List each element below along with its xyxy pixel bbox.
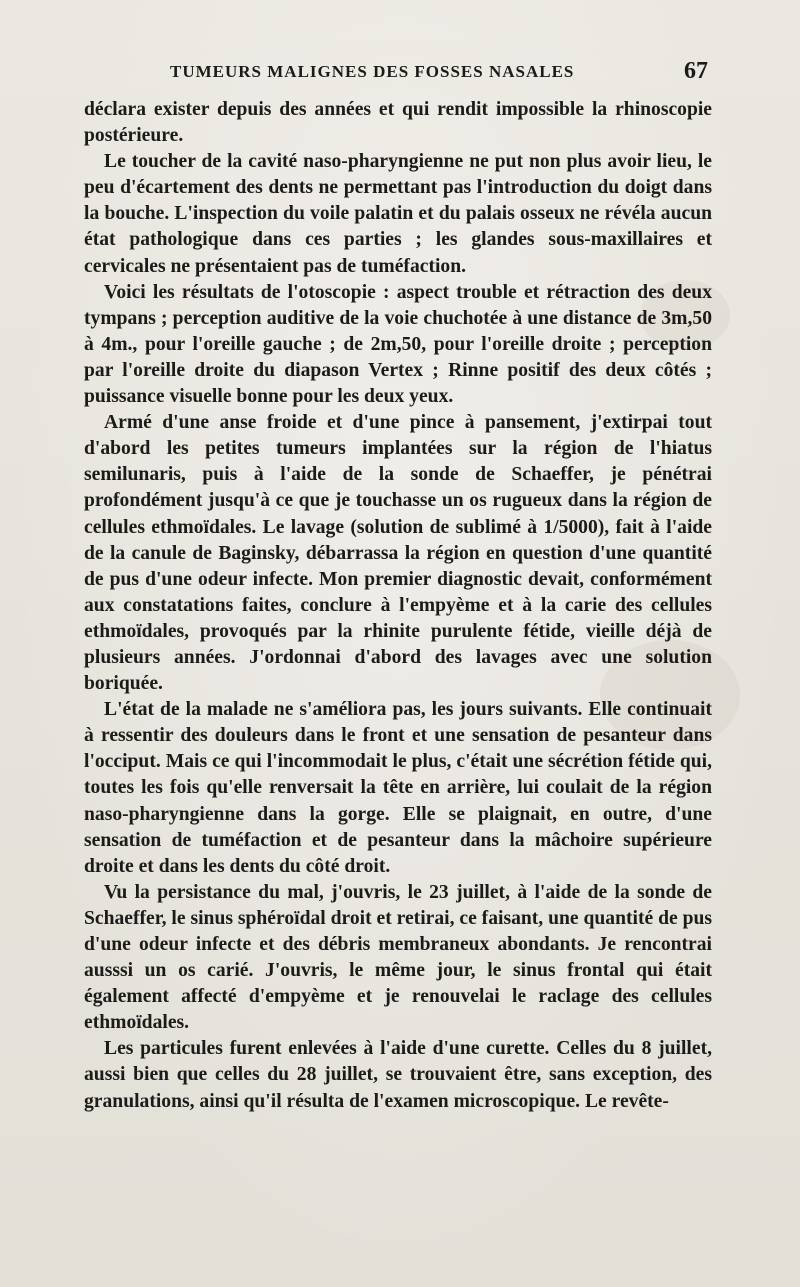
body-text bbox=[84, 97, 712, 1115]
paragraph: Armé d'une anse froide et d'une pince à pansement, j'extirpai tout d'abord les petites tumeurs implantées sur la région de l'hiatus semilunaris, puis à l'aide de la sonde de Schaeffer, je pénétrai profondément jusqu'à ce que je touchasse un os rugueux dans la région de cellules ethmoïdales. Le lavage (solution de sublimé à 1/5000), fait à l'aide de la canule de Baginsky, débarrassa la région en question d'une quantité de pus d'une odeur infecte. Mon premier diagnostic devait, conformément aux constatations faites, conclure à l'empyème et à la carie des cellules ethmoïdales, provoqués par la rhinite purulente fétide, vieille déjà de plusieurs années. J'ordonnai d'abord des lavages avec une solution boriquée. bbox=[84, 412, 712, 695]
running-head: TUMEURS MALIGNES DES FOSSES NASALES bbox=[170, 62, 575, 81]
paragraph: L'état de la malade ne s'améliora pas, les jours suivants. Elle continuait à ressentir des douleurs dans le front et une sensation de pesanteur dans l'occiput. Mais ce qui l'incommodait le plus, c'était une sécrétion fétide qui, toutes les fois qu'elle renversait la tête en arrière, lui coulait de la région naso-pharyngienne dans la gorge. Elle se plaignait, en outre, d'une sensation de tuméfaction et de pesanteur dans la mâchoire supérieure droite et dans les dents du côté droit. bbox=[84, 699, 712, 877]
paragraph: Voici les résultats de l'otoscopie : aspect trouble et rétraction des deux tympans ; perception auditive de la voie chuchotée à une distance de 3m,50 à 4m., pour l'oreille gauche ; de 2m,50, pour l'oreille droite ; perception par l'oreille droite du diapason Vertex ; Rinne positif des deux côtés ; puissance visuelle bonne pour les deux yeux. bbox=[84, 281, 712, 408]
page-number: 67 bbox=[684, 58, 708, 84]
paragraph: Le toucher de la cavité naso-pharyngienne ne put non plus avoir lieu, le peu d'écartement des dents ne permettant pas l'introduction du doigt dans la bouche. L'inspection du voile palatin et du palais osseux ne révéla aucun état pathologique dans ces parties ; les glandes sous-maxillaires et cervicales ne présentaient pas de tuméfaction. bbox=[84, 151, 712, 277]
paragraph: Les particules furent enlevées à l'aide d'une curette. Celles du 8 juillet, aussi bien que celles du 28 juillet, se trouvaient être, sans exception, des granulations, ainsi qu'il résulta de l'examen microscopique. Le revête- bbox=[84, 1038, 712, 1112]
paragraph: Vu la persistance du mal, j'ouvris, le 23 juillet, à l'aide de la sonde de Schaeffer, le sinus sphéroïdal droit et retirai, ce faisant, une quantité de pus d'une odeur infecte et des débris membraneux abondants. Je rencontrai ausssi un os carié. J'ouvris, le même jour, le sinus frontal qui était également affecté d'empyème et je renouvelai le raclage des cellules ethmoïdales. bbox=[84, 881, 712, 1034]
paragraph: déclara exister depuis des années et qui rendit impossible la rhinoscopie postérieure. bbox=[84, 99, 712, 147]
